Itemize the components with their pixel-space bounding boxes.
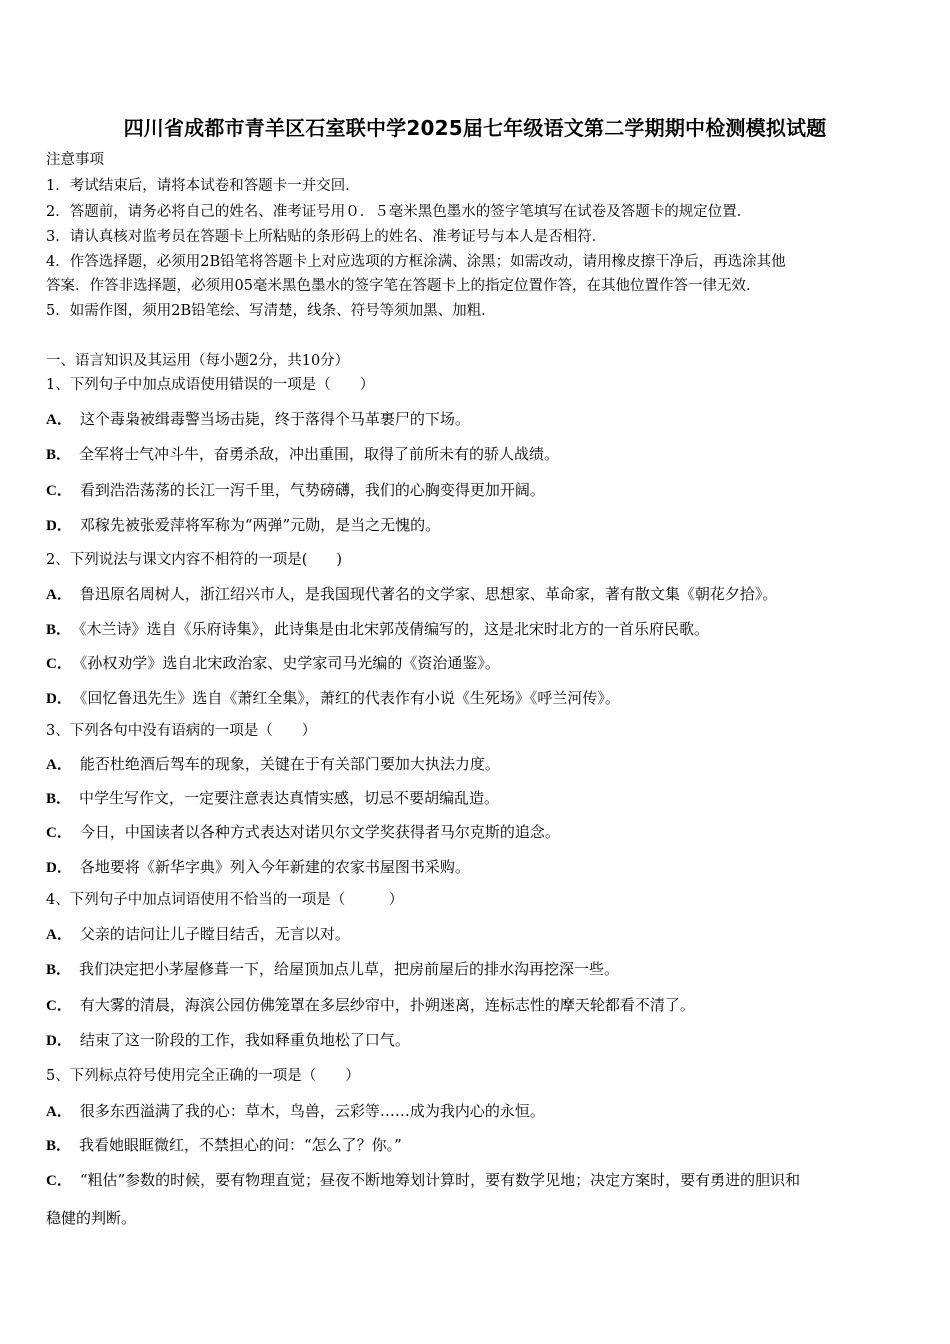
option-letter: C． [46, 1173, 72, 1189]
option-item [46, 857, 470, 878]
option-letter: A． [46, 757, 72, 773]
option-text: 中学生写作文，一定要注意表达真情实感，切忌不要胡编乱造。 [79, 789, 500, 807]
option-item [46, 995, 695, 1016]
option-letter: C． [46, 825, 72, 841]
option-letter: A． [46, 1104, 72, 1120]
option-item [46, 653, 500, 674]
option-continuation: 稳健的判断。 [46, 1209, 137, 1227]
option-item [46, 515, 440, 536]
section-heading: 一、语言知识及其运用（每小题2分，共10分） [46, 353, 350, 369]
option-item [46, 1030, 410, 1051]
option-item [46, 1170, 800, 1191]
option-text: 我看她眼眶微红，不禁担心的问：“怎么了？你。” [79, 1136, 402, 1154]
option-item [46, 409, 470, 430]
option-text: 《木兰诗》选自《乐府诗集》，此诗集是由北宋郭茂倩编写的，这是北宋时北方的一首乐府民歌。 [79, 620, 710, 638]
option-letter: B． [46, 447, 72, 463]
option-letter: D． [46, 691, 72, 707]
option-letter: C． [46, 483, 72, 499]
option-letter: B． [46, 1138, 72, 1154]
option-item [46, 480, 545, 501]
option-item [46, 754, 500, 775]
option-letter: A． [46, 412, 72, 428]
option-item [46, 688, 620, 709]
option-text: 鲁迅原名周树人，浙江绍兴市人，是我国现代著名的文学家、思想家、革命家，著有散文集《朝花夕拾》。 [79, 585, 778, 603]
option-item [46, 1135, 402, 1156]
option-letter: B． [46, 622, 72, 638]
option-item [46, 959, 619, 980]
option-letter: C． [46, 998, 72, 1014]
option-text: 邓稼先被张爱萍将军称为“两弹”元勋，是当之无愧的。 [79, 516, 441, 534]
notice-item: 4．作答选择题，必须用2B铅笔将答题卡上对应选项的方框涂满、涂黑；如需改动，请用橡皮擦干净后，再选涂其他 [46, 254, 786, 270]
option-letter: D． [46, 860, 72, 876]
option-item [46, 1101, 545, 1122]
option-item [46, 584, 777, 605]
option-text: 今日，中国读者以各种方式表达对诺贝尔文学奖获得者马尔克斯的追念。 [79, 823, 560, 841]
notice-item: 2．答题前，请务必将自己的姓名、准考证号用０．５毫米黑色墨水的签字笔填写在试卷及答题卡的规定位置． [46, 204, 752, 220]
option-item [46, 788, 499, 809]
option-item [46, 444, 559, 465]
question-stem: 3、下列各句中没有语病的一项是（ ） [46, 723, 317, 739]
notice-item: 3．请认真核对监考员在答题卡上所粘贴的条形码上的姓名、准考证号与本人是否相符． [46, 229, 607, 245]
notice-item: 答案．作答非选择题，必须用05毫米黑色墨水的签字笔在答题卡上的指定位置作答，在其他位置作答一律无效． [46, 278, 761, 294]
option-item [46, 822, 560, 843]
option-letter: D． [46, 518, 72, 534]
option-letter: B． [46, 962, 72, 978]
option-text: 看到浩浩荡荡的长江一泻千里，气势磅礴，我们的心胸变得更加开阔。 [79, 481, 545, 499]
notice-heading: 注意事项 [46, 152, 104, 168]
option-letter: B． [46, 791, 72, 807]
option-text: 能否杜绝酒后驾车的现象，关键在于有关部门要加大执法力度。 [79, 755, 500, 773]
option-letter: C． [46, 656, 72, 672]
question-stem: 1、下列句子中加点成语使用错误的一项是（ ） [46, 377, 375, 393]
page-title: 四川省成都市青羊区石室联中学2025届七年级语文第二学期期中检测模拟试题 [123, 116, 827, 140]
option-letter: A． [46, 587, 72, 603]
option-text: “粗估”参数的时候，要有物理直觉；昼夜不断地筹划计算时，要有数学见地；决定方案时，要有勇进的胆识和 [79, 1171, 801, 1189]
question-stem: 2、下列说法与课文内容不相符的一项是( ) [46, 552, 343, 568]
notice-item: 1．考试结束后，请将本试卷和答题卡一并交回． [46, 178, 360, 194]
option-text: 有大雾的清晨，海滨公园仿佛笼罩在多层纱帘中，扑朔迷离，连标志性的摩天轮都看不清了。 [79, 996, 695, 1014]
notice-item: 5．如需作图，须用2B铅笔绘、写清楚，线条、符号等须加黑、加粗． [46, 303, 496, 319]
option-text: 很多东西溢满了我的心：草木，鸟兽，云彩等……成为我内心的永恒。 [79, 1102, 545, 1120]
option-item [46, 924, 350, 945]
question-stem: 5、下列标点符号使用完全正确的一项是（ ） [46, 1068, 360, 1084]
option-text: 我们决定把小茅屋修葺一下，给屋顶加点儿草，把房前屋后的排水沟再挖深一些。 [79, 960, 620, 978]
option-text: 《孙权劝学》选自北宋政治家、史学家司马光编的《资治通鉴》。 [79, 654, 500, 672]
option-text: 各地要将《新华字典》列入今年新建的农家书屋图书采购。 [79, 858, 470, 876]
option-text: 父亲的诘问让儿子瞠目结舌，无言以对。 [79, 925, 350, 943]
option-item [46, 619, 709, 640]
option-text: 这个毒枭被缉毒警当场击毙，终于落得个马革裹尸的下场。 [79, 410, 470, 428]
option-letter: A． [46, 927, 72, 943]
question-stem: 4、下列句子中加点词语使用不恰当的一项是（ ） [46, 892, 404, 908]
option-text: 《回忆鲁迅先生》选自《萧红全集》，萧红的代表作有小说《生死场》《呼兰河传》。 [79, 689, 620, 707]
option-text: 结束了这一阶段的工作，我如释重负地松了口气。 [79, 1031, 410, 1049]
option-letter: D． [46, 1033, 72, 1049]
option-text: 全军将士气冲斗牛，奋勇杀敌，冲出重围，取得了前所未有的骄人战绩。 [79, 445, 560, 463]
